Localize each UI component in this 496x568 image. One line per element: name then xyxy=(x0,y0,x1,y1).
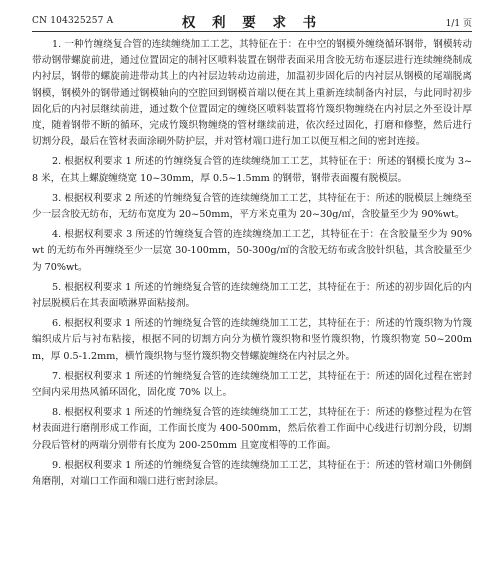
claim-8: 8. 根据权利要求 1 所述的竹缠绕复合管的连续缠绕加工工艺，其特征在于：所述的修整过程为在管材表面进行磨削形成工作面，工作面长度为 400-500mm，然后依着工作面中心线进行切割分段，切割分段后管材的两端分别带有长度为 200-250mm 且宽度相等的工作面。 xyxy=(32,407,472,451)
claim-9: 9. 根据权利要求 1 所述的竹缠绕复合管的连续缠绕加工工艺，其特征在于：所述的管材端口外侧倒角磨削，对端口工作面和端口进行密封涂层。 xyxy=(32,459,472,488)
claim-1: 1. 一种竹缠绕复合管的连续缠绕加工工艺，其特征在于：在中空的钢模外缠绕循环钢带，钢模转动带动钢带螺旋前进，通过位置固定的制衬区喷料装置在钢带表面采用含胶无纺布逐层进行连续缠绕制成内衬层，钢带的螺旋前进带动其上的内衬层边转动边前进，加温初步固化后的内衬层从钢模的尾端脱离钢模，钢模外的钢带通过钢模轴向的空腔回到钢模首端以便在其上重新连续制备内衬层，与此同时初步固化后的内衬层继续前进，通过数个位置固定的缠绕区喷料装置将竹篾织物缠绕在内衬层之外至设计厚度，随着钢带不断的循环，完成竹篾织物缠绕的管材继续前进，依次经过固化，打磨和修整，然后进行切割分段，最后在管材表面涂刷外防护层，并对管材端口进行加工以便互相之间的密封连接。 xyxy=(32,39,472,148)
claim-3: 3. 根据权利要求 2 所述的竹缠绕复合管的连续缠绕加工工艺，其特征在于：所述的脱模层上缠绕至少一层含胶无纺布，无纺布宽度为 20~50mm，平方米克重为 20~30g/㎡，含胶量至少为 90%wt。 xyxy=(32,192,472,221)
claim-6: 6. 根据权利要求 1 所述的竹缠绕复合管的连续缠绕加工工艺，其特征在于：所述的竹篾织物为竹篾编织成片后与衬布粘接，根据不同的切割方向分为横竹篾织物和竖竹篾织物，竹篾织物宽 50~200mm，厚 0.5-1.2mm，横竹篾织物与竖竹篾织物交替螺旋缠绕在内衬层之外。 xyxy=(32,318,472,362)
claim-7: 7. 根据权利要求 1 所述的竹缠绕复合管的连续缠绕加工工艺，其特征在于：所述的固化过程在密封空间内采用热风循环固化，固化度 70% 以上。 xyxy=(32,370,472,399)
page-header xyxy=(32,10,472,32)
page-title: 权 利 要 求 书 xyxy=(181,15,323,31)
page-number: 1/1 页 xyxy=(445,19,472,29)
claim-5: 5. 根据权利要求 1 所述的竹缠绕复合管的连续缠绕加工工艺，其特征在于：所述的初步固化后的内衬层脱模后在其表面喷淋界面粘接剂。 xyxy=(32,281,472,310)
document-number: CN 104325257 A xyxy=(32,16,114,26)
claim-4: 4. 根据权利要求 3 所述的竹缠绕复合管的连续缠绕加工工艺，其特征在于：在含胶量至少为 90%wt 的无纺布外再缠绕至少一层宽 30-100mm，50-300g/㎡的含胶无纺布或含胶针织毡，其含胶量至少为 70%wt。 xyxy=(32,229,472,273)
claim-2: 2. 根据权利要求 1 所述的竹缠绕复合管的连续缠绕加工工艺，其特征在于：所述的钢模长度为 3~8 米，在其上螺旋缠绕宽 10~30mm，厚 0.5~1.5mm 的钢带，钢带表面覆有脱模层。 xyxy=(32,156,472,184)
claims-list xyxy=(32,37,472,494)
header-divider xyxy=(32,31,472,32)
